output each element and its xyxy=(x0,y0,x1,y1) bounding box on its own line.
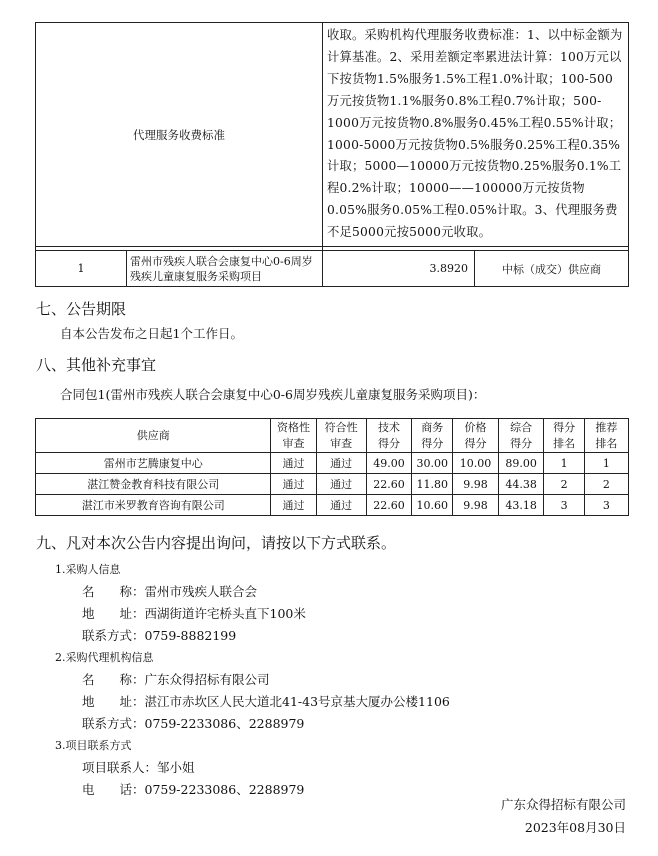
header-text: 得分 xyxy=(510,436,533,450)
table-cell: 3 xyxy=(584,495,628,516)
table-cell: 10.00 xyxy=(453,453,499,474)
header-text: 审查 xyxy=(282,436,305,450)
header-text: 得分 xyxy=(421,436,444,450)
table-cell: 11.80 xyxy=(412,474,453,495)
section-9-title: 九、凡对本次公告内容提出询问，请按以下方式联系。 xyxy=(36,534,397,552)
table-cell: 1 xyxy=(584,453,628,474)
project-name: 雷州市残疾人联合会康复中心0-6周岁残疾儿童康复服务采购项目 xyxy=(127,251,323,287)
fee-text: 收取。采购机构代理服务收费标准：1、以中标金额为计算基准。2、采用差额定率累进法计算：100万元以下按货物1.5%服务1.5%工程1.0%计取；100-500万元按货物1.1%服务0.8%工程0.7%计取；500-1000万元按货物0.8%服务0.45%工程0.55%计取；1000-5000万元按货物0.5%服务0.25%工程0.35%计取；5000—10000万元按货物0.25%服务0.1%工程0.2%计取；10000——100000万元按货物0.05%服务0.05%工程0.05%计取。3、代理服务费不足5000元按5000元收取。 xyxy=(323,23,629,247)
table-row xyxy=(36,453,629,474)
table-cell: 89.00 xyxy=(498,453,544,474)
header-text: 技术 xyxy=(378,420,400,434)
header-cell xyxy=(316,419,366,453)
fee-label: 代理服务收费标准 xyxy=(36,23,323,247)
header-cell xyxy=(366,419,412,453)
header-cell xyxy=(544,419,584,453)
footer-date: 2023年08月30日 xyxy=(524,820,626,835)
header-cell xyxy=(271,419,316,453)
row-number: 1 xyxy=(36,251,127,287)
table-cell: 1 xyxy=(544,453,584,474)
header-text: 得分 xyxy=(378,436,400,450)
header-text: 综合 xyxy=(510,420,533,434)
header-text: 排名 xyxy=(595,436,618,450)
table-row xyxy=(36,474,629,495)
table-cell: 10.60 xyxy=(412,495,453,516)
table-cell: 通过 xyxy=(271,453,316,474)
table-row xyxy=(36,495,629,516)
table-cell: 通过 xyxy=(316,495,366,516)
contact-subheading: 3.项目联系方式 xyxy=(55,739,132,752)
table-cell: 雷州市艺腾康复中心 xyxy=(36,453,271,474)
table-cell: 30.00 xyxy=(412,453,453,474)
header-text: 价格 xyxy=(464,420,487,434)
section-8-title: 八、其他补充事宜 xyxy=(36,356,157,374)
contact-line: 联系方式：0759-8882199 xyxy=(82,628,237,643)
header-text: 符合性 xyxy=(324,420,358,434)
table-cell: 通过 xyxy=(271,474,316,495)
table-cell: 2 xyxy=(584,474,628,495)
table-cell: 43.18 xyxy=(498,495,544,516)
table-cell: 9.98 xyxy=(453,495,499,516)
header-cell xyxy=(498,419,544,453)
contact-subheading: 2.采购代理机构信息 xyxy=(55,651,154,664)
header-cell xyxy=(584,419,628,453)
table-cell: 湛江赞金教育科技有限公司 xyxy=(36,474,271,495)
role: 中标（成交）供应商 xyxy=(475,251,629,287)
section-7-text: 自本公告发布之日起1个工作日。 xyxy=(60,326,243,341)
table-cell: 湛江市米罗教育咨询有限公司 xyxy=(36,495,271,516)
header-text: 商务 xyxy=(421,420,444,434)
footer-org: 广东众得招标有限公司 xyxy=(500,797,626,812)
contact-line: 名 称：广东众得招标有限公司 xyxy=(82,672,270,687)
header-cell xyxy=(412,419,453,453)
score-table xyxy=(35,418,629,516)
section-8-intro: 合同包1(雷州市残疾人联合会康复中心0-6周岁残疾儿童康复服务采购项目)： xyxy=(60,387,486,402)
contact-line: 地 址：西湖街道许宅桥头直下100米 xyxy=(82,606,306,621)
table-cell: 44.38 xyxy=(498,474,544,495)
header-text: 资格性 xyxy=(277,420,311,434)
table-cell: 22.60 xyxy=(366,474,412,495)
header-text: 推荐 xyxy=(595,420,618,434)
contact-subheading: 1.采购人信息 xyxy=(55,563,121,576)
header-text: 排名 xyxy=(553,436,576,450)
header-text: 得分 xyxy=(464,436,487,450)
table-cell: 2 xyxy=(544,474,584,495)
contact-line: 地 址：湛江市赤坎区人民大道北41-43号京基大厦办公楼1106 xyxy=(82,694,450,709)
table-cell: 通过 xyxy=(316,453,366,474)
contact-line: 名 称：雷州市残疾人联合会 xyxy=(82,584,258,599)
section-7-title: 七、公告期限 xyxy=(36,300,127,318)
table-cell: 3 xyxy=(544,495,584,516)
header-text: 审查 xyxy=(330,436,353,450)
contact-line: 项目联系人：邹小姐 xyxy=(82,760,195,775)
table-cell: 通过 xyxy=(316,474,366,495)
table-cell: 通过 xyxy=(271,495,316,516)
table-cell: 9.98 xyxy=(453,474,499,495)
contact-line: 电 话：0759-2233086、2288979 xyxy=(82,782,305,797)
table-cell: 22.60 xyxy=(366,495,412,516)
header-cell xyxy=(453,419,499,453)
fee-table xyxy=(35,22,629,287)
header-text: 得分 xyxy=(553,420,576,434)
contact-line: 联系方式：0759-2233086、2288979 xyxy=(82,716,305,731)
header-cell: 供应商 xyxy=(36,419,271,453)
table-cell: 49.00 xyxy=(366,453,412,474)
fee-value: 3.8920 xyxy=(323,251,475,287)
